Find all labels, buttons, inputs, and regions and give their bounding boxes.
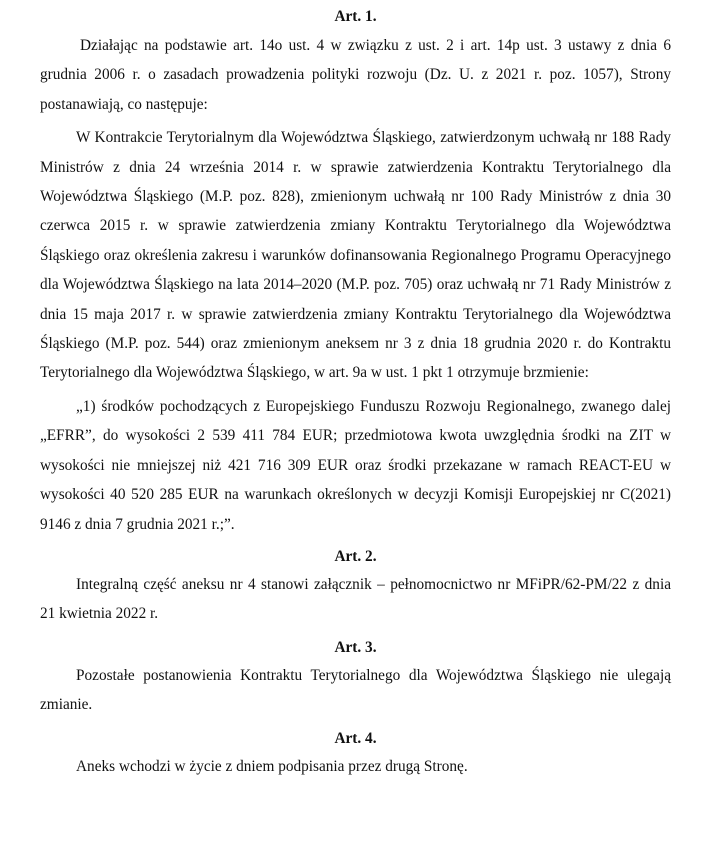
- article-2-body: Integralną część aneksu nr 4 stanowi załącznik – pełnomocnictwo nr MFiPR/62-PM/22 z dnia 21 kwietnia 2022 r.: [40, 575, 671, 623]
- article-2-title: Art. 2.: [334, 547, 377, 565]
- article-4-title: Art. 4.: [334, 729, 377, 747]
- article-1-intro: Działając na podstawie art. 14o ust. 4 w związku z ust. 2 i art. 14p ust. 3 ustawy z dnia 6 grudnia 2006 r. o zasadach prowadzenia polityki rozwoju (Dz. U. z 2021 r. poz. 1057), Strony postanawiają, co następuje:: [40, 37, 671, 113]
- article-1-quote: „1) środków pochodzących z Europejskiego Funduszu Rozwoju Regionalnego, zwanego dalej „EFRR”, do wysokości 2 539 411 784 EUR; przedmiotowa kwota uwzględnia środki na ZIT w wysokości nie mniejszej niż 421 716 309 EUR oraz środki przekazane w ramach REACT-EU w wysokości 40 520 285 EUR na warunkach określonych w decyzji Komisji Europejskiej nr C(2021) 9146 z dnia 7 grudnia 2021 r.;”.: [40, 397, 671, 533]
- article-4-body: Aneks wchodzi w życie z dniem podpisania przez drugą Stronę.: [76, 757, 468, 775]
- article-1-title: Art. 1.: [334, 8, 377, 25]
- article-3-body: Pozostałe postanowienia Kontraktu Terytorialnego dla Województwa Śląskiego nie ulegają zmianie.: [40, 666, 671, 714]
- article-1-body: W Kontrakcie Terytorialnym dla Województwa Śląskiego, zatwierdzonym uchwałą nr 188 Rady Ministrów z dnia 24 września 2014 r. w sprawie zatwierdzenia Kontraktu Terytorialnego dla Województwa Śląskiego (M.P. poz. 828), zmienionym uchwałą nr 100 Rady Ministrów z dnia 30 czerwca 2015 r. w sprawie zatwierdzenia zmiany Kontraktu Terytorialnego dla Województwa Śląskiego oraz określenia zakresu i warunków dofinansowania Regionalnego Programu Operacyjnego dla Województwa Śląskiego na lata 2014–2020 (M.P. poz. 705) oraz uchwałą nr 71 Rady Ministrów z dnia 15 maja 2017 r. w sprawie zatwierdzenia zmiany Kontraktu Terytorialnego dla Województwa Śląskiego (M.P. poz. 544) oraz zmienionym aneksem nr 3 z dnia 18 grudnia 2020 r. do Kontraktu Terytorialnego dla Województwa Śląskiego, w art. 9a w ust. 1 pkt 1 otrzymuje brzmienie:: [40, 129, 671, 382]
- article-3-title: Art. 3.: [334, 638, 377, 656]
